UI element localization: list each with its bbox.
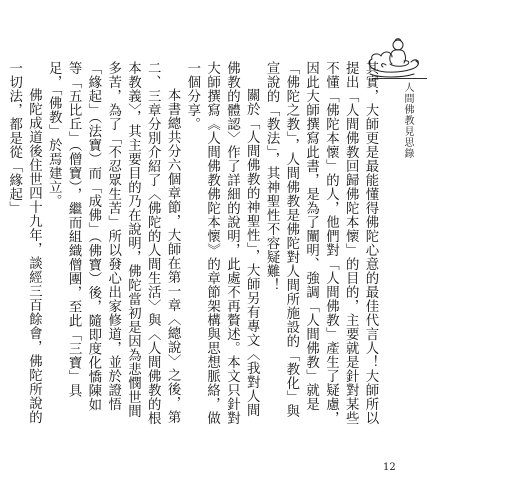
main-text [6, 61, 380, 425]
running-title: 人間佛教見思錄 [402, 82, 413, 159]
page-number: 12 [383, 462, 396, 473]
paragraph-3: 本書總共分六個章節，大師在第一章〈總說〉之後，第二、三章分別介紹了〈佛陀的人間生活〉與〈人間佛教的根本教義〉，其主要目的乃在說明，佛陀當初是因為悲憫世間多苦，為了「不忍眾生苦」所以發心出家修道，並於證悟「緣起」（法寶）而「成佛」（佛寶）後，隨即度化憍陳如等「五比丘」（僧寶），繼而組織僧團，至此「三寶」具足，「佛教」於焉建立。 [46, 61, 181, 425]
paragraph-1: 其實，大師更是最能懂得佛陀心意的最佳代言人！大師所以提出「人間佛教回歸佛陀本懷」的目的，主要就是針對某些不懂「佛陀本懷」的人，他們對「人間佛教」產生了疑慮，因此大師撰寫此書，是為了闡明、強調「人間佛教」就是「佛陀之教」，人間佛教是佛陀對人間所施設的「教化」與宣說的「教法」，其神聖性不容疑難！ [264, 61, 378, 425]
paragraph-4: 佛陀成道後住世四十九年，談經三百餘會，佛陀所說的一切法，都是從「緣起」 [6, 61, 42, 424]
paragraph-2: 關於「人間佛教的神聖性」，大師另有專文〈我對人間佛教的體認〉作了詳細的說明，此處不再贅述。本文只針對大師撰寫《人間佛教佛陀本懷》的章節架構與思想脈絡，做一個分享。 [184, 61, 260, 425]
header-rule [373, 78, 427, 79]
